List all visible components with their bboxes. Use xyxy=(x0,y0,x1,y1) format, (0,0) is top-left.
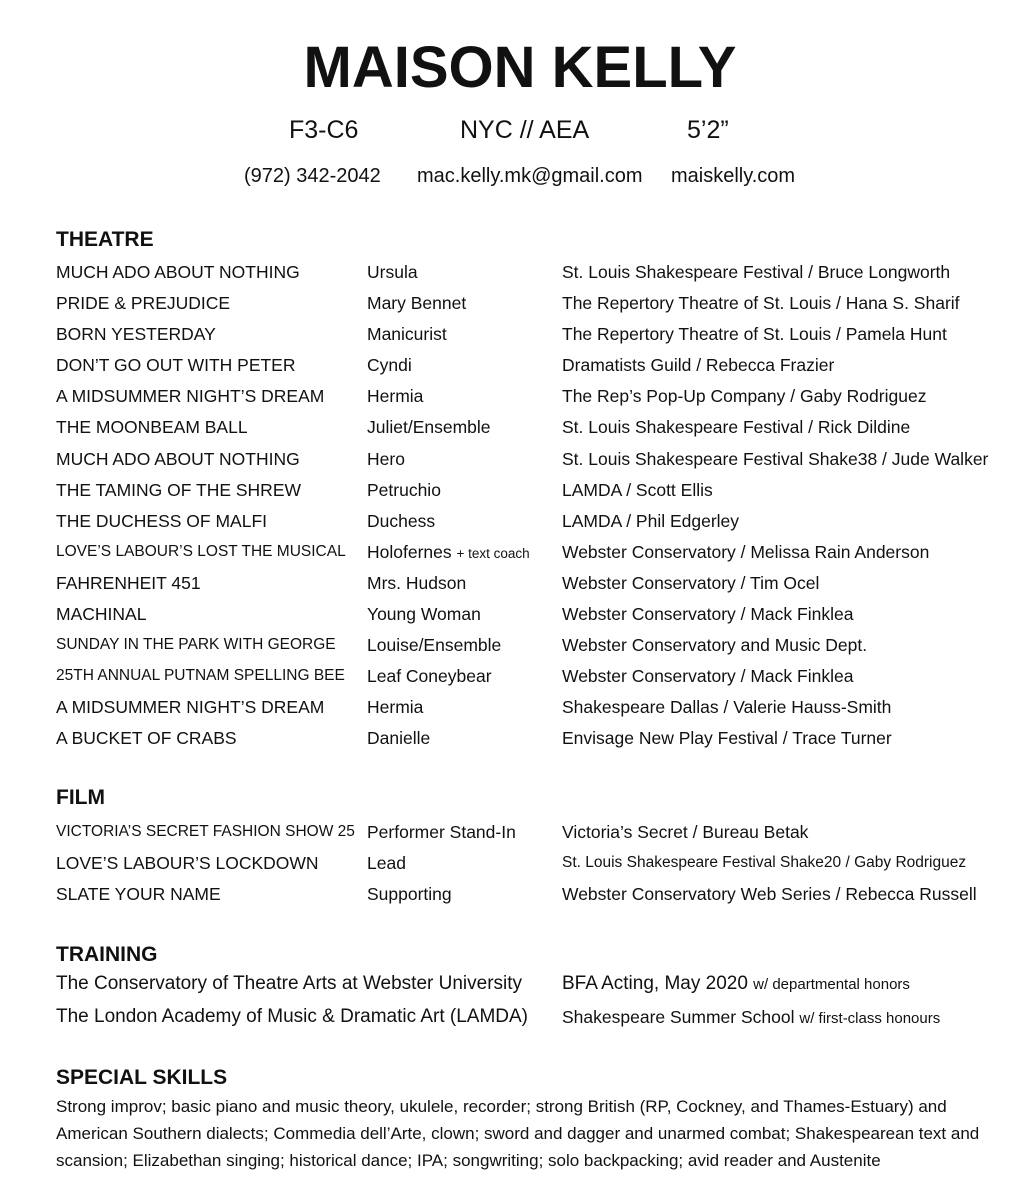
credit-title: DON’T GO OUT WITH PETER xyxy=(56,355,296,376)
credit-row xyxy=(56,634,996,665)
credit-row xyxy=(56,479,996,510)
credit-company: Webster Conservatory Web Series / Rebecca Russell xyxy=(562,884,977,905)
training-note: w/ first-class honours xyxy=(799,1010,941,1027)
training-school: The Conservatory of Theatre Arts at Webster University xyxy=(56,973,523,994)
voice-range: F3-C6 xyxy=(289,116,359,144)
credit-role: Duchess xyxy=(367,510,436,531)
credit-row xyxy=(56,541,996,572)
credit-row xyxy=(56,727,996,758)
credit-role: Louise/Ensemble xyxy=(367,635,502,656)
credit-company: LAMDA / Phil Edgerley xyxy=(562,510,740,531)
credit-role: Petruchio xyxy=(367,479,441,500)
credit-row xyxy=(56,261,996,292)
credit-title: A MIDSUMMER NIGHT’S DREAM xyxy=(56,386,325,407)
credit-row xyxy=(56,696,996,727)
credit-role: Juliet/Ensemble xyxy=(367,417,491,438)
credit-row xyxy=(56,603,996,634)
training-heading: TRAINING xyxy=(56,943,158,966)
credit-title: PRIDE & PREJUDICE xyxy=(56,293,231,314)
theatre-heading: THEATRE xyxy=(56,228,154,251)
credit-role: Leaf Coneybear xyxy=(367,666,492,687)
credit-company: St. Louis Shakespeare Festival Shake38 / Jude Walker xyxy=(562,448,989,469)
skills-heading: SPECIAL SKILLS xyxy=(56,1066,228,1089)
credit-company: St. Louis Shakespeare Festival / Rick Dildine xyxy=(562,417,911,438)
credit-company: Webster Conservatory and Music Dept. xyxy=(562,635,868,656)
film-heading: FILM xyxy=(56,786,105,809)
credit-row xyxy=(56,510,996,541)
credit-company: The Repertory Theatre of St. Louis / Hana S. Sharif xyxy=(562,293,960,314)
credit-role-note: + text coach xyxy=(456,545,530,561)
credit-title: SLATE YOUR NAME xyxy=(56,884,221,905)
training-school: The London Academy of Music & Dramatic Art (LAMDA) xyxy=(56,1006,529,1027)
credit-title: MUCH ADO ABOUT NOTHING xyxy=(56,448,300,469)
credit-role: Manicurist xyxy=(367,324,447,345)
credit-company: Shakespeare Dallas / Valerie Hauss-Smith xyxy=(562,697,892,718)
credit-role: Danielle xyxy=(367,728,431,749)
credit-title: THE MOONBEAM BALL xyxy=(56,417,248,438)
credit-row xyxy=(56,665,996,696)
credit-title: THE DUCHESS OF MALFI xyxy=(56,510,267,531)
credit-role: Young Woman xyxy=(367,604,481,625)
credit-company: LAMDA / Scott Ellis xyxy=(562,479,713,500)
credit-company: Dramatists Guild / Rebecca Frazier xyxy=(562,355,835,376)
credit-title: A BUCKET OF CRABS xyxy=(56,728,237,749)
credit-title: MACHINAL xyxy=(56,604,147,625)
credit-role-group xyxy=(367,541,530,565)
credit-title: MUCH ADO ABOUT NOTHING xyxy=(56,262,300,282)
credit-role: Mary Bennet xyxy=(367,293,467,314)
credit-company: St. Louis Shakespeare Festival Shake20 / Gaby Rodriguez xyxy=(562,854,967,872)
credit-row xyxy=(56,448,996,479)
credit-role: Mrs. Hudson xyxy=(367,572,467,593)
credit-row xyxy=(56,354,996,385)
phone-number: (972) 342-2042 xyxy=(244,165,381,187)
credit-title: A MIDSUMMER NIGHT’S DREAM xyxy=(56,697,325,718)
training-row xyxy=(56,973,996,1006)
film-credits xyxy=(56,821,996,914)
credit-row xyxy=(56,416,996,447)
credit-company: Webster Conservatory / Melissa Rain Anderson xyxy=(562,541,930,562)
training-list xyxy=(56,973,996,1039)
credit-role: Ursula xyxy=(367,262,418,282)
credit-row xyxy=(56,323,996,354)
credit-row xyxy=(56,883,996,914)
credit-row xyxy=(56,852,996,883)
credit-company: Victoria’s Secret / Bureau Betak xyxy=(562,822,809,842)
credit-row xyxy=(56,821,996,852)
credit-title: THE TAMING OF THE SHREW xyxy=(56,479,302,500)
skills-text: Strong improv; basic piano and music theory, ukulele, recorder; strong British (RP, Cockney, and Thames-Estuary) and American Southern dialects; Commedia dell’Arte, clown; sword and dagger and unarmed combat; Shakespearean text and scansion; Elizabethan singing; historical dance; IPA; songwriting; solo backpacking; avid reader and Austenite xyxy=(56,1097,980,1170)
credit-title: 25TH ANNUAL PUTNAM SPELLING BEE xyxy=(56,667,345,685)
credit-company: Webster Conservatory / Mack Finklea xyxy=(562,604,854,625)
credit-title: SUNDAY IN THE PARK WITH GEORGE xyxy=(56,636,336,654)
performer-name: MAISON KELLY xyxy=(303,35,737,100)
email-link[interactable]: mac.kelly.mk@gmail.com xyxy=(417,165,643,187)
credit-company: The Repertory Theatre of St. Louis / Pamela Hunt xyxy=(562,324,947,345)
credit-role: Cyndi xyxy=(367,355,412,376)
credit-role: Hermia xyxy=(367,386,424,407)
credit-row xyxy=(56,385,996,416)
website-link[interactable]: maiskelly.com xyxy=(671,165,796,187)
credit-title: BORN YESTERDAY xyxy=(56,324,216,345)
credit-role: Hermia xyxy=(367,697,424,718)
training-program-group xyxy=(562,1006,940,1030)
credit-title: LOVE’S LABOUR’S LOST THE MUSICAL xyxy=(56,542,346,560)
height: 5’2” xyxy=(687,116,729,144)
credit-role: Performer Stand-In xyxy=(367,822,516,842)
credit-title: FAHRENHEIT 451 xyxy=(56,572,201,593)
credit-role: Lead xyxy=(367,853,406,874)
credit-company: Webster Conservatory / Tim Ocel xyxy=(562,572,820,593)
credit-role: Holofernes xyxy=(367,541,452,562)
training-program: Shakespeare Summer School xyxy=(562,1007,795,1027)
credit-title: LOVE’S LABOUR’S LOCKDOWN xyxy=(56,853,319,874)
training-note: w/ departmental honors xyxy=(753,976,910,993)
theatre-credits xyxy=(56,261,996,759)
credit-row xyxy=(56,292,996,323)
training-program: BFA Acting, May 2020 xyxy=(562,973,748,994)
training-program-group xyxy=(562,973,910,996)
training-row xyxy=(56,1006,996,1039)
credit-role: Hero xyxy=(367,448,405,469)
credit-role: Supporting xyxy=(367,884,452,905)
credit-title: VICTORIA’S SECRET FASHION SHOW 25 xyxy=(56,823,355,840)
credit-company: The Rep’s Pop-Up Company / Gaby Rodriguez xyxy=(562,386,927,407)
location-union: NYC // AEA xyxy=(460,116,590,144)
credit-company: Webster Conservatory / Mack Finklea xyxy=(562,666,854,687)
credit-company: St. Louis Shakespeare Festival / Bruce Longworth xyxy=(562,262,951,282)
credit-row xyxy=(56,572,996,603)
credit-company: Envisage New Play Festival / Trace Turner xyxy=(562,728,892,749)
